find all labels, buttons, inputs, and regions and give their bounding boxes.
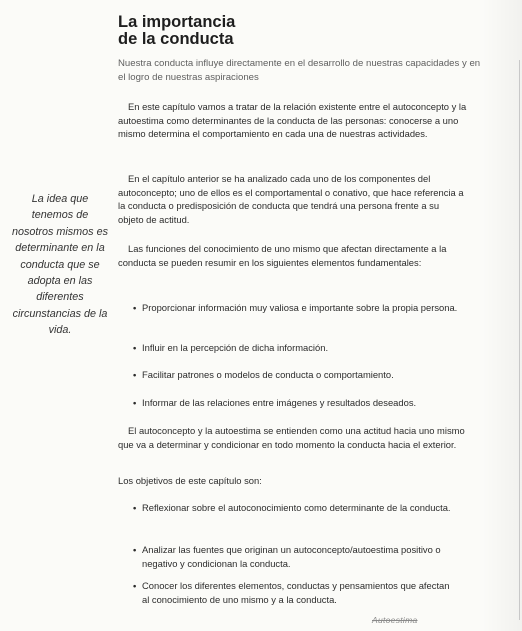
function-item-1 [133,301,460,315]
function-item-4-text: Informar de las relaciones entre imágenes y resultados deseados. [142,397,417,408]
chapter-title [118,14,235,48]
objective-item-2 [133,543,456,570]
bullet-dot-icon: • [133,580,137,591]
bullet-dot-icon: • [133,544,137,555]
objective-item-2-text: Analizar las fuentes que originan un autoconcepto/autoestima positivo o negativo y condicionan la conducta. [142,544,441,569]
objective-item-1-text: Reflexionar sobre el autoconocimiento como determinante de la conducta. [142,502,451,513]
bullet-dot-icon: • [133,502,137,513]
objective-item-1 [133,501,456,515]
page-edge-line [519,60,520,620]
objective-item-3-text: Conocer los diferentes elementos, conductas y pensamientos que afectan al conocimiento de uno mismo y a la conducta. [142,580,450,605]
function-item-4 [133,396,460,410]
objective-item-3 [133,579,456,606]
bullet-dot-icon: • [133,397,137,408]
paragraph-2: En el capítulo anterior se ha analizado cada uno de los componentes del autoconcepto; uno de ellos es el comportamental o conativo, que hace referencia a la conducta o predisposición de conducta que tendrá una persona frente a su objeto de actitud. [118,173,464,225]
function-item-1-text: Proporcionar información muy valiosa e importante sobre la propia persona. [142,302,458,313]
function-item-2-text: Influir en la percepción de dicha información. [142,342,329,353]
chapter-intro: Nuestra conducta influye directamente en el desarrollo de nuestras capacidades y en el logro de nuestras aspiraciones [118,58,481,83]
running-footer: Autoestima [372,615,418,625]
paragraph-4: El autoconcepto y la autoestima se entienden como una actitud hacia uno mismo que va a determinar y condicionar en todo momento la conducta hacia el exterior. [118,425,465,450]
page-edge-shadow [482,0,522,631]
function-item-2 [133,341,460,355]
chapter-title-line-1: La importancia [118,13,236,31]
bullet-dot-icon: • [133,302,137,313]
objectives-intro: Los objetivos de este capítulo son: [118,475,262,486]
chapter-title-line-2: de la conducta [118,30,234,48]
bullet-dot-icon: • [133,369,137,380]
bullet-dot-icon: • [133,342,137,353]
paragraph-1: En este capítulo vamos a tratar de la relación existente entre el autoconcepto y la autoestima como determinantes de la conducta de las personas: conocerse a uno mismo determina el comportamiento en cada una de nuestras actividades. [118,101,467,140]
function-item-3-text: Facilitar patrones o modelos de conducta o comportamiento. [142,369,394,380]
margin-note: La idea que tenemos de nosotros mismos es determinante en la conducta que se adopta en las diferentes circunstancias de la vida. [11,193,108,337]
function-item-3 [133,368,460,382]
paragraph-3: Las funciones del conocimiento de uno mismo que afectan directamente a la conducta se pueden resumir en los siguientes elementos fundamentales: [118,243,447,268]
